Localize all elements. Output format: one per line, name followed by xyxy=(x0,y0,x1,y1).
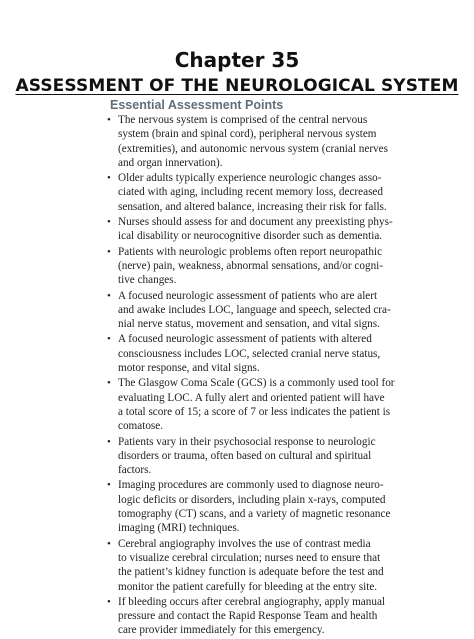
point-text-line: A focused neurologic assessment of patients who are alert xyxy=(118,289,378,302)
bullet-icon: • xyxy=(107,289,111,302)
point-text-line: to visualize cerebral circulation; nurses need to ensure that xyxy=(118,551,381,564)
assessment-points-list xyxy=(107,113,395,639)
point-text-line: logic deficits or disorders, including plain x-rays, computed xyxy=(118,493,386,506)
assessment-point xyxy=(107,289,391,332)
point-text-line: ciated with aging, including recent memory loss, decreased xyxy=(118,186,383,199)
point-text-line: (nerve) pain, weakness, abnormal sensations, and/or cogni- xyxy=(118,259,383,272)
bullet-icon: • xyxy=(107,172,111,185)
assessment-point xyxy=(107,595,386,638)
assessment-point xyxy=(107,215,393,244)
point-text-line: the patient’s kidney function is adequate before the test and xyxy=(118,566,384,579)
point-text-line: Patients vary in their psychosocial response to neurologic xyxy=(118,435,376,448)
point-text-line: A focused neurologic assessment of patients with altered xyxy=(118,333,372,346)
point-text-line: comatose. xyxy=(118,420,164,433)
assessment-point xyxy=(107,171,387,214)
point-text-line: imaging (MRI) techniques. xyxy=(118,522,240,535)
point-text-line: tive changes. xyxy=(118,274,177,287)
bullet-icon: • xyxy=(107,595,111,608)
assessment-point xyxy=(107,113,388,170)
point-text-line: pressure and contact the Rapid Response Team and health xyxy=(118,610,378,623)
assessment-point xyxy=(107,376,395,433)
bullet-icon: • xyxy=(107,245,111,258)
bullet-icon: • xyxy=(107,333,111,346)
chapter-title: ASSESSMENT OF THE NEUROLOGICAL SYSTEM xyxy=(15,76,459,96)
bullet-icon: • xyxy=(107,435,111,448)
point-text-line: Cerebral angiography involves the use of contrast media xyxy=(118,537,371,550)
point-text-line: Nurses should assess for and document any preexisting phys- xyxy=(118,216,393,229)
bullet-icon: • xyxy=(107,537,111,550)
bullet-icon: • xyxy=(107,479,111,492)
point-text-line: monitor the patient carefully for bleeding at the entry site. xyxy=(118,580,378,593)
point-text-line: factors. xyxy=(118,464,152,477)
assessment-point xyxy=(107,478,391,535)
point-text-line: nial nerve status, movement and sensation, and vital signs. xyxy=(118,318,380,331)
point-text-line: and awake includes LOC, language and speech, selected cra- xyxy=(118,303,391,316)
assessment-point xyxy=(107,435,376,478)
chapter-heading: Chapter 35 xyxy=(174,48,300,72)
point-text-line: and organ innervation). xyxy=(118,156,223,169)
point-text-line: Older adults typically experience neurologic changes asso- xyxy=(118,172,382,185)
point-text-line: motor response, and vital signs. xyxy=(118,362,260,375)
point-text-line: The nervous system is comprised of the central nervous xyxy=(118,114,368,126)
point-text-line: disorders or trauma, often based on cultural and spiritual xyxy=(118,449,372,462)
point-text-line: care provider immediately for this emergency. xyxy=(118,624,325,637)
point-text-line: Imaging procedures are commonly used to diagnose neuro- xyxy=(118,479,384,492)
point-text-line: The Glasgow Coma Scale (GCS) is a commonly used tool for xyxy=(118,377,395,390)
point-text-line: sensation, and altered balance, increasing their risk for falls. xyxy=(118,200,387,213)
assessment-point xyxy=(107,537,384,594)
point-text-line: system (brain and spinal cord), peripheral nervous system xyxy=(118,128,377,141)
bullet-icon: • xyxy=(107,377,111,390)
assessment-point xyxy=(107,332,381,375)
section-heading: Essential Assessment Points xyxy=(110,98,284,112)
bullet-icon: • xyxy=(107,216,111,229)
point-text-line: evaluating LOC. A fully alert and oriented patient will have xyxy=(118,391,385,404)
bullet-icon: • xyxy=(107,114,111,126)
point-text-line: a total score of 15; a score of 7 or less indicates the patient is xyxy=(118,405,391,418)
assessment-point xyxy=(107,245,383,288)
point-text-line: consciousness includes LOC, selected cranial nerve status, xyxy=(118,347,381,360)
point-text-line: ical disability or neurocognitive disorder such as dementia. xyxy=(118,230,383,243)
point-text-line: Patients with neurologic problems often report neuropathic xyxy=(118,245,383,258)
point-text-line: If bleeding occurs after cerebral angiography, apply manual xyxy=(118,595,386,608)
point-text-line: tomography (CT) scans, and a variety of magnetic resonance xyxy=(118,508,391,521)
point-text-line: (extremities), and autonomic nervous system (cranial nerves xyxy=(118,142,388,155)
